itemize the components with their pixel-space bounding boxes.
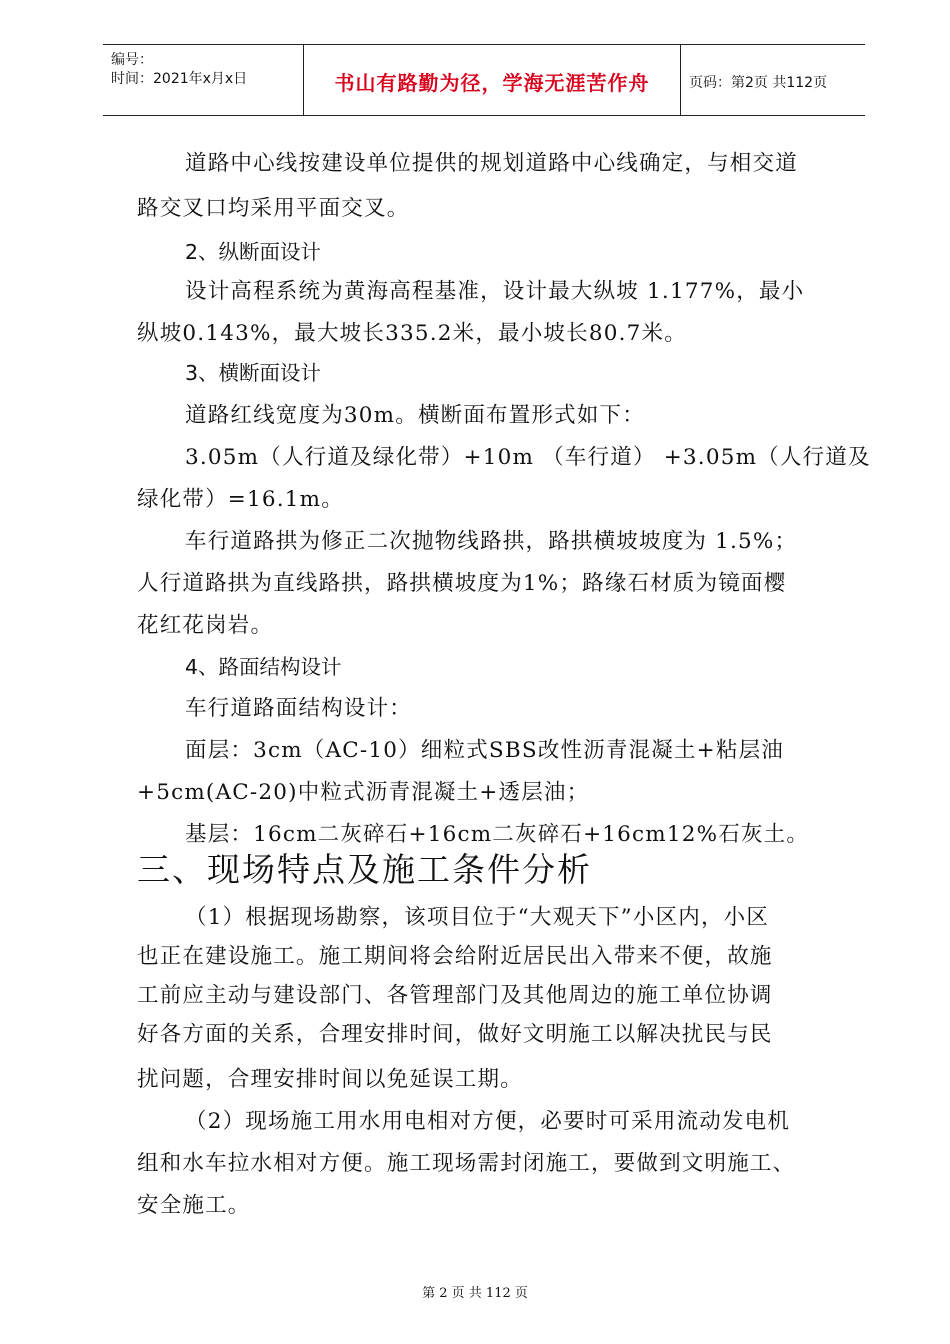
paragraph-line: 花红花岗岩。 <box>137 613 274 638</box>
paragraph-line: 好各方面的关系，合理安排时间，做好文明施工以解决扰民与民 <box>137 1022 773 1047</box>
paragraph-line: （2）现场施工用水用电相对方便，必要时可采用流动发电机 <box>185 1109 791 1134</box>
paragraph-line: 组和水车拉水相对方便。施工现场需封闭施工，要做到文明施工、 <box>137 1151 796 1176</box>
page-footer: 第 2 页 共 112 页 <box>422 1286 528 1301</box>
header-page-info: 页码：第2页 共112页 <box>689 75 828 91</box>
paragraph-line: 3.05m（人行道及绿化带）+10m （车行道） +3.05m（人行道及 <box>185 445 871 470</box>
header-page-cell <box>679 45 865 115</box>
section-heading: 3、横断面设计 <box>185 361 322 385</box>
paragraph-line: 基层：16cm二灰碎石+16cm二灰碎石+16cm12%石灰土。 <box>185 822 810 847</box>
section-heading: 2、纵断面设计 <box>185 240 322 264</box>
paragraph-line: 也正在建设施工。施工期间将会给附近居民出入带来不便，故施 <box>137 944 773 969</box>
paragraph-line: 设计高程系统为黄海高程基准，设计最大纵坡 1.177%，最小 <box>185 279 805 304</box>
chapter-heading: 三、现场特点及施工条件分析 <box>137 850 592 889</box>
paragraph-line: 车行道路面结构设计： <box>185 696 413 721</box>
header-meta <box>103 45 303 115</box>
header-slogan-cell <box>303 45 681 115</box>
paragraph-line: 绿化带）=16.1m。 <box>137 487 344 512</box>
page-header <box>103 44 865 116</box>
paragraph-line: 工前应主动与建设部门、各管理部门及其他周边的施工单位协调 <box>137 983 773 1008</box>
paragraph-line: 道路红线宽度为30m。横断面布置形式如下： <box>185 403 645 428</box>
paragraph-line: 安全施工。 <box>137 1193 251 1218</box>
paragraph-line: 道路中心线按建设单位提供的规划道路中心线确定，与相交道 <box>185 151 798 176</box>
header-slogan: 书山有路勤为径，学海无涯苦作舟 <box>334 71 650 95</box>
time-label: 时间：2021年x月x日 <box>111 71 248 87</box>
paragraph-line: 人行道路拱为直线路拱，路拱横坡度为1%；路缘石材质为镜面樱 <box>137 571 787 596</box>
paragraph-line: 车行道路拱为修正二次抛物线路拱，路拱横坡坡度为 1.5%； <box>185 529 798 554</box>
paragraph-line: 面层：3cm（AC-10）细粒式SBS改性沥青混凝土+粘层油 <box>185 738 784 763</box>
paragraph-line: +5cm(AC-20)中粒式沥青混凝土+透层油； <box>137 780 590 805</box>
paragraph-line: 纵坡0.143%，最大坡长335.2米，最小坡长80.7米。 <box>137 321 687 346</box>
section-heading: 4、路面结构设计 <box>185 655 342 679</box>
paragraph-line: （1）根据现场勘察，该项目位于“大观天下”小区内，小区 <box>185 905 770 930</box>
paragraph-line: 路交叉口均采用平面交叉。 <box>137 196 410 221</box>
paragraph-line: 扰问题，合理安排时间以免延误工期。 <box>137 1067 523 1092</box>
serial-label: 编号： <box>111 52 153 68</box>
